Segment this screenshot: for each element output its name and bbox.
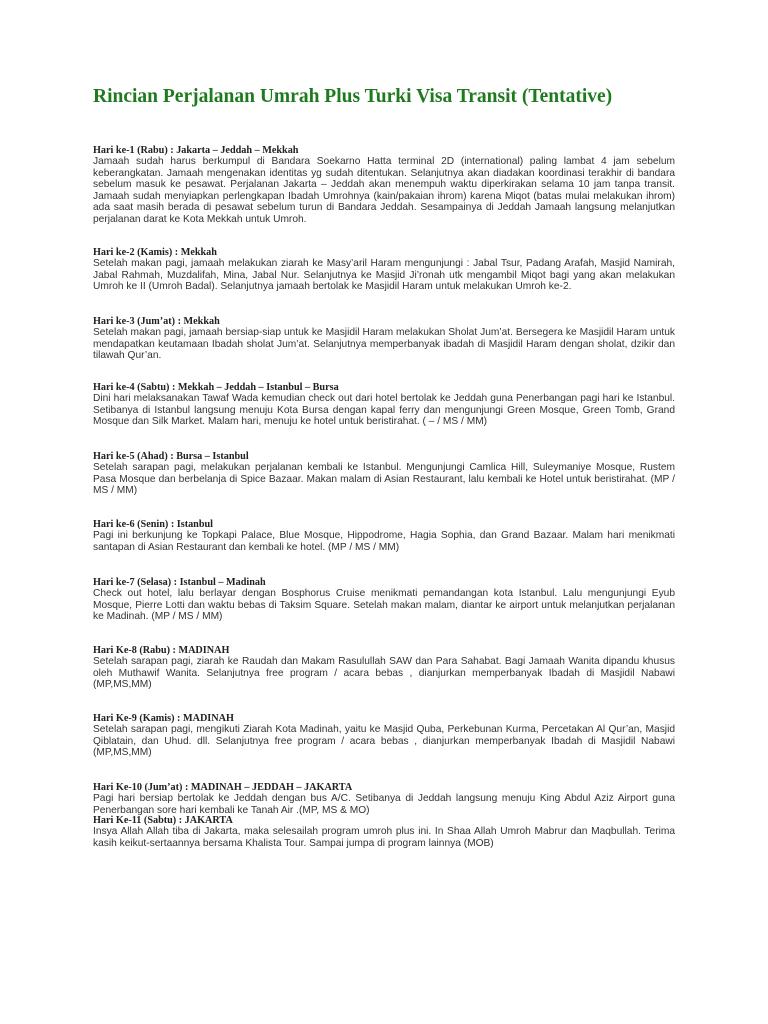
- day-4-section: [93, 383, 675, 428]
- day-11-section: [93, 816, 675, 849]
- day-4-text: Dini hari melaksanakan Tawaf Wada kemudian check out dari hotel bertolak ke Jeddah guna Penerbangan pagi hari ke Istanbul. Setibanya di Istanbul langsung menuju Kota Bursa dengan kapal ferry dan mengunjungi Green Mosque, Green Tomb, Grand Mosque dan Silk Market. Malam hari, menuju ke hotel untuk beristirahat. ( – / MS / MM): [93, 393, 675, 428]
- day-3-header: Hari ke-3 (Jum’at) : Mekkah: [93, 316, 220, 327]
- day-4-header: Hari ke-4 (Sabtu) : Mekkah – Jeddah – Istanbul – Bursa: [93, 382, 339, 393]
- day-9-header: Hari Ke-9 (Kamis) : MADINAH: [93, 713, 234, 724]
- day-3-text: Setelah makan pagi, jamaah bersiap-siap untuk ke Masjidil Haram melakukan Sholat Jum’at. Bersegera ke Masjidil Haram untuk mendapatkan keutamaan Ibadah sholat Jum’at. Selanjutnya memperbanyak ibadah di Masjidil Haram dengan sholat, dzikir dan tilawah Qur’an.: [93, 327, 675, 362]
- day-10-header: Hari Ke-10 (Jum’at) : MADINAH – JEDDAH – JAKARTA: [93, 782, 353, 793]
- day-7-text: Check out hotel, lalu berlayar dengan Bosphorus Cruise menikmati pemandangan kota Istanbul. Lalu mengunjungi Eyub Mosque, Pierre Lotti dan waktu bebas di Taksim Square. Setelah makan malam, diantar ke airport untuk melanjutkan perjalanan ke Madinah. (MP / MS / MM): [93, 588, 675, 623]
- day-11-text: Insya Allah Allah tiba di Jakarta, maka selesailah program umroh plus ini. In Shaa Allah Umroh Mabrur dan Maqbullah. Terima kasih keikut-sertaannya bersama Khalista Tour. Sampai jumpa di program lainnya (MOB): [93, 826, 675, 849]
- day-6-text: Pagi ini berkunjung ke Topkapi Palace, Blue Mosque, Hippodrome, Hagia Sophia, dan Grand Bazaar. Malam hari menikmati santapan di Asian Restaurant dan kembali ke hotel. (MP / MS / MM): [93, 530, 675, 553]
- day-8-section: [93, 646, 675, 691]
- day-2-section: [93, 248, 675, 293]
- day-6-header: Hari ke-6 (Senin) : Istanbul: [93, 519, 214, 530]
- day-5-text: Setelah sarapan pagi, melakukan perjalanan kembali ke Istanbul. Mengunjungi Camlica Hill, Suleymaniye Mosque, Rustem Pasa Mosque dan berbelanja di Spice Bazaar. Makan malam di Asian Restaurant, lalu kembali ke Hotel untuk beristirahat. (MP / MS / MM): [93, 462, 675, 497]
- day-1-header: Hari ke-1 (Rabu) : Jakarta – Jeddah – Mekkah: [93, 145, 299, 156]
- day-8-text: Setelah sarapan pagi, ziarah ke Raudah dan Makam Rasulullah SAW dan Para Sahabat. Bagi Jamaah Wanita dipandu khusus oleh Muthawif Wanita. Selanjutnya free program / acara bebas , dianjurkan memperbanyak Ibadah di Masjidil Nabawi (MP,MS,MM): [93, 656, 675, 691]
- day-8-header: Hari Ke-8 (Rabu) : MADINAH: [93, 645, 230, 656]
- day-10-section: [93, 783, 675, 816]
- day-5-section: [93, 452, 675, 497]
- day-5-header: Hari ke-5 (Ahad) : Bursa – Istanbul: [93, 451, 249, 462]
- day-2-header: Hari ke-2 (Kamis) : Mekkah: [93, 247, 217, 258]
- day-1-text: Jamaah sudah harus berkumpul di Bandara Soekarno Hatta terminal 2D (international) paling lambat 4 jam sebelum keberangkatan. Jamaah mengenakan identitas yg sudah ditentukan. Selanjutnya akan diadakan koordinasi terakhir di bandara sebelum masuk ke pesawat. Perjalanan Jakarta – Jeddah akan menempuh waktu diperkirakan selama 10 jam tanpa transit. Jamaah sudah menyiapkan perlengkapan Ibadah Umrohnya (kain/pakaian ihrom) karena Miqot (batas mulai melakukan ihrom) ada saat masih berada di pesawat sebelum turun di Bandara Jeddah. Sesampainya di Jeddah Jamaah langsung melanjutkan perjalanan darat ke Kota Mekkah untuk Umroh.: [93, 156, 675, 225]
- day-11-header: Hari Ke-11 (Sabtu) : JAKARTA: [93, 815, 233, 826]
- day-3-section: [93, 317, 675, 362]
- day-2-text: Setelah makan pagi, jamaah melakukan ziarah ke Masy’aril Haram mengunjungi : Jabal Tsur, Padang Arafah, Masjid Namirah, Jabal Rahmah, Muzdalifah, Mina, Jabal Nur. Selanjutnya ke Masjid Ji’ronah utk mengambil Miqot bagi yang akan melakukan Umroh ke II (Umroh Badal). Selanjutnya jamaah bertolak ke Masjidil Haram untuk melakukan Umroh ke-2.: [93, 258, 675, 293]
- day-9-text: Setelah sarapan pagi, mengikuti Ziarah Kota Madinah, yaitu ke Masjid Quba, Perkebunan Kurma, Percetakan Al Qur’an, Masjid Qiblatain, dan Uhud. dll. Selanjutnya free program / acara bebas , dianjurkan memperbanyak Ibadah di Masjidil Nabawi (MP,MS,MM): [93, 724, 675, 759]
- page-title: Rincian Perjalanan Umrah Plus Turki Visa Transit (Tentative): [93, 86, 613, 107]
- day-7-section: [93, 578, 675, 623]
- day-7-header: Hari ke-7 (Selasa) : Istanbul – Madinah: [93, 577, 266, 588]
- day-1-section: [93, 146, 675, 226]
- day-10-text: Pagi hari bersiap bertolak ke Jeddah dengan bus A/C. Setibanya di Jeddah langsung menuju King Abdul Aziz Airport guna Penerbangan sore hari kembali ke Tanah Air .(MP, MS & MO): [93, 793, 675, 816]
- day-9-section: [93, 714, 675, 759]
- day-6-section: [93, 520, 675, 553]
